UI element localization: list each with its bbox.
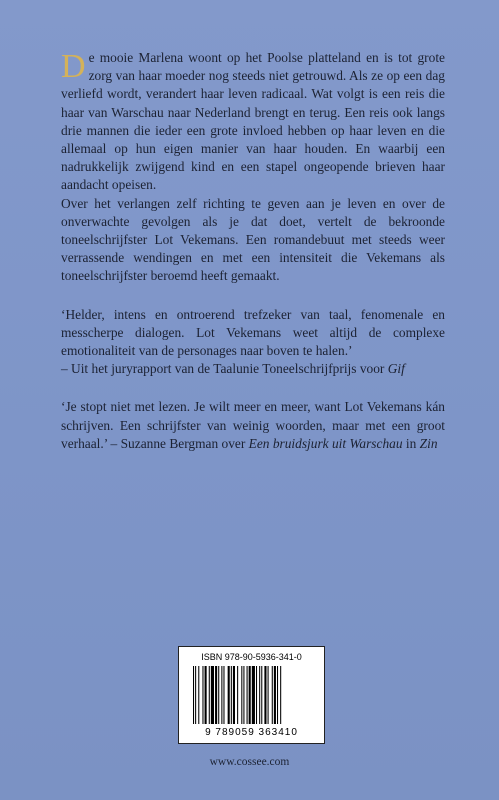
review-quote-1: ‘Helder, intens en ontroerend trefzeker van taal, fenomenale en messcherpe dialogen. Lot Vekemans weet altijd de complexe emotionaliteit van de personages naar boven te halen.’ — [61, 306, 445, 359]
barcode-bar — [243, 666, 244, 724]
barcode-bars — [193, 666, 311, 724]
barcode-bar — [237, 666, 238, 724]
barcode-bar — [272, 666, 273, 724]
barcode-bar — [215, 666, 217, 724]
barcode-bar — [231, 666, 232, 724]
spacer — [61, 286, 445, 306]
barcode-bar — [261, 666, 262, 724]
attribution-title: Gif — [387, 361, 405, 377]
review-magazine: Zin — [419, 435, 438, 451]
barcode-bar — [274, 666, 276, 724]
review-book-title: Een bruidsjurk uit Warschau — [248, 435, 403, 451]
barcode-label — [178, 646, 325, 744]
blurb-paragraph-2: Over het verlangen zelf richting te geven aan je leven en over de onverwachte gevolgen als je dat doet, vertelt de bekroonde toneelschrijfster Lot Vekemans. Een romandebuut met steeds weer verrassende wendingen en met een intensiteit die Vekemans als toneelschrijfster beroemd heeft gemaakt. — [61, 195, 445, 284]
review-quote-2-text: ‘Je stopt niet met lezen. Je wilt meer en meer, want Lot Vekemans kán schrijven. Een schrijfster van weinig woorden, maar met een groot verhaal.’ – Suzanne Bergman over — [61, 399, 445, 451]
barcode-bar — [218, 666, 219, 724]
barcode-bar — [221, 666, 222, 724]
barcode-bar — [268, 666, 269, 724]
barcode-bar — [247, 666, 248, 724]
blurb-paragraph-1-text: e mooie Marlena woont op het Poolse platteland en is tot grote zorg van haar moeder nog steeds niet getrouwd. Als ze op een dag verliefd wordt, verandert haar leven radicaal. Wat volgt is een reis die haar van Warschau naar Nederland brengt en terug. Een reis ook langs drie mannen die ieder een grote invloed hebben op haar leven en die allemaal op hun eigen manier van haar houden. En waarbij een nadrukkelijk zwijgend kind en een stapel ongeopende brieven haar aandacht opeisen. — [61, 50, 445, 193]
barcode-bar — [264, 666, 266, 724]
barcode-bar — [259, 666, 260, 724]
blurb-text — [61, 49, 445, 453]
barcode-bar — [211, 666, 214, 724]
barcode-bar — [198, 666, 199, 724]
barcode-bar — [241, 666, 242, 724]
barcode-bar — [223, 666, 224, 724]
isbn-text: ISBN 978-90-5936-341-0 — [201, 652, 302, 662]
barcode-bar — [233, 666, 235, 724]
barcode-bar — [249, 666, 251, 724]
barcode-bar — [193, 666, 194, 724]
barcode-bar — [280, 666, 281, 724]
publisher-website: www.cossee.com — [209, 756, 290, 768]
barcode-digits: 9 789059 363410 — [205, 727, 298, 738]
review-quote-2 — [61, 398, 445, 453]
review-quote-1-attribution — [61, 360, 445, 378]
barcode-bar — [202, 666, 203, 724]
barcode-bar — [277, 666, 278, 724]
review-in: in — [402, 435, 420, 451]
barcode-bar — [195, 666, 196, 724]
barcode-bar — [209, 666, 210, 724]
barcode-bar — [205, 666, 207, 724]
drop-cap: D — [61, 48, 86, 85]
blurb-paragraph-1 — [61, 49, 445, 195]
attribution-text: – Uit het juryrapport van de Taalunie Toneelschrijfprijs voor — [61, 361, 388, 377]
barcode-bar — [256, 666, 257, 724]
barcode-bar — [252, 666, 255, 724]
spacer — [61, 378, 445, 398]
barcode-bar — [228, 666, 230, 724]
